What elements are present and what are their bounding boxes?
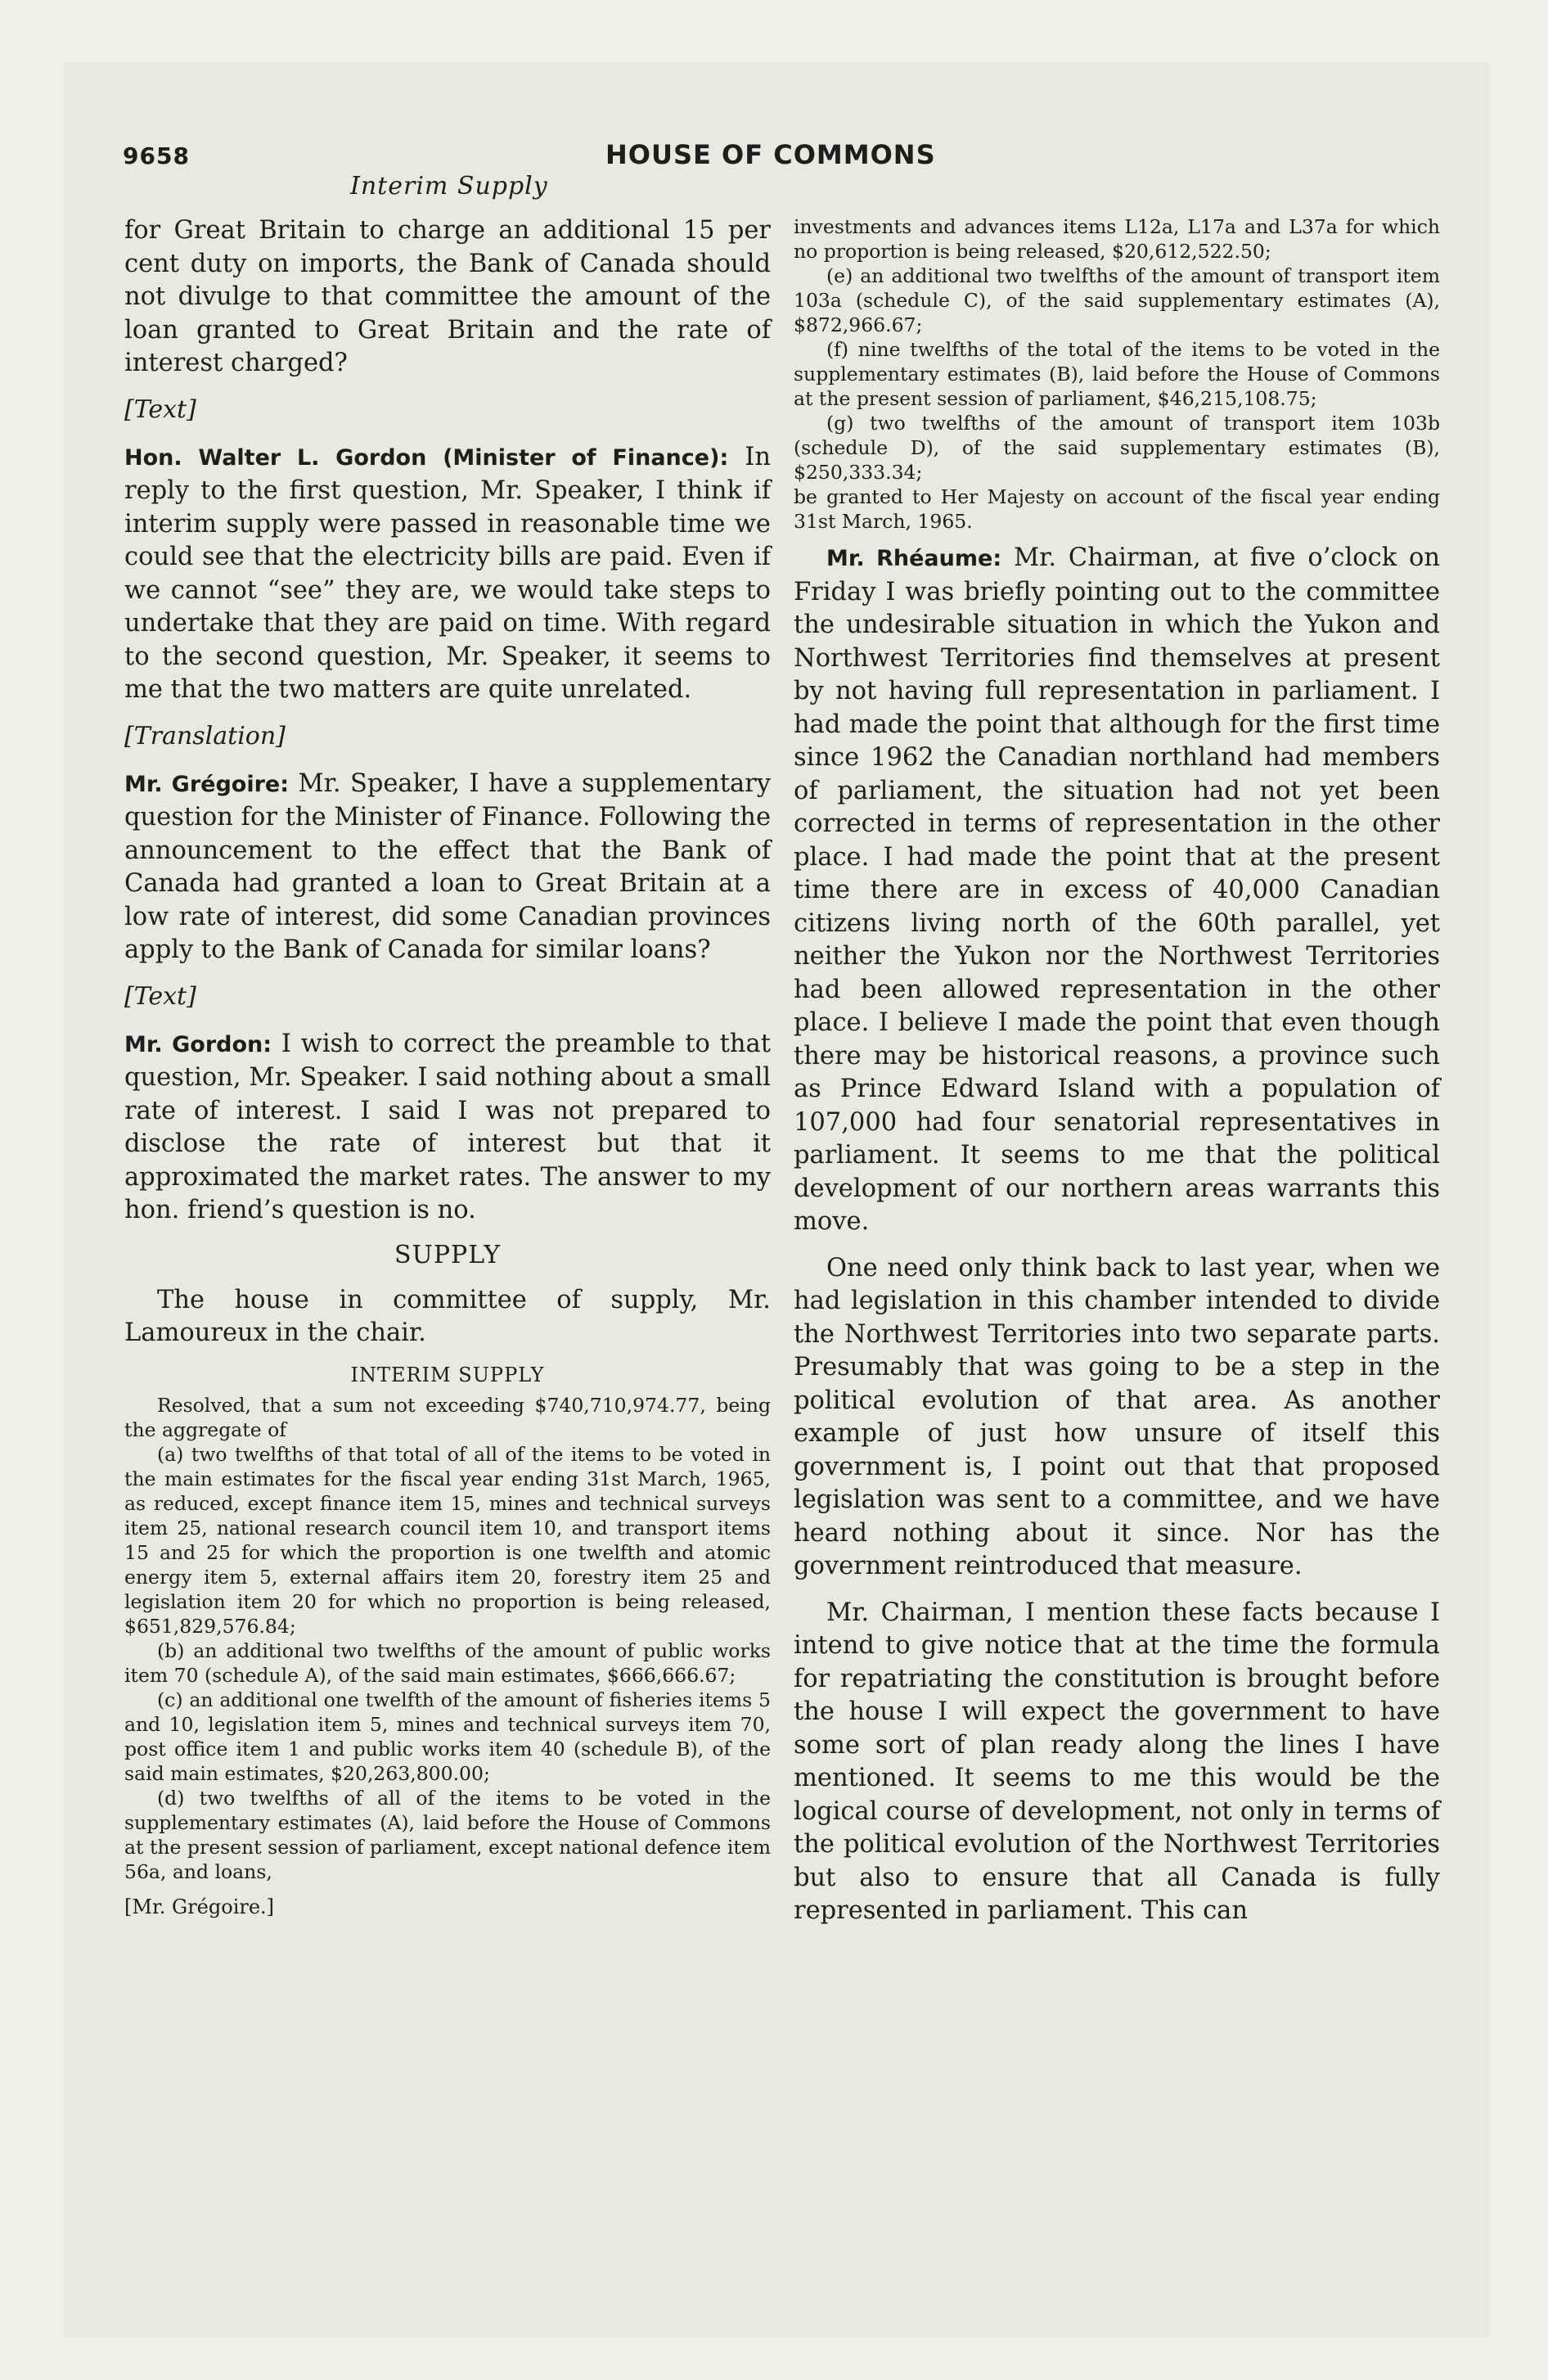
paragraph: The house in committee of supply, Mr. Lamoureux in the chair. [124,1285,771,1347]
resolution-item: (g) two twelfths of the amount of transport item 103b (schedule D), of the said supplementary estimates (B), $250,333.34; [794,412,1440,484]
language-marker: [Text] [124,394,196,424]
speaker-name: Hon. Walter L. Gordon (Minister of Finance): [124,444,729,471]
resolution-item: (a) two twelfths of that total of all of the items to be voted in the main estimates for the fiscal year ending 31st March, 1965, as reduced, except finance item 15, mines and technical surveys item 25, national research council item 10, and transport items 15 and 25 for which the proportion is one twelfth and atomic energy item 5, external affairs item 20, forestry item 25 and legislation item 20 for which no proportion is being released, $651,829,576.84; [124,1442,771,1638]
paragraph: Mr. Chairman, I mention these facts because I intend to give notice that at the time the formula for repatriating the constitution is brought before the house I will expect the government to have some sort of plan ready along the lines I have mentioned. It seems to me this would be the logical course of development, not only in terms of the political evolution of the Northwest Territories but also to ensure that all Canada is fully represented in parliament. This can [794,1598,1440,1925]
paragraph: for Great Britain to charge an additional 15 per cent duty on imports, the Bank of Canada should not divulge to that committee the amount of the loan granted to Great Britain and the rate of interest charged? [124,216,771,377]
resolution-item: (b) an additional two twelfths of the amount of public works item 70 (schedule A), of the said main estimates, $666,666.67; [124,1639,771,1687]
speech-text: I wish to correct the preamble to that question, Mr. Speaker. I said nothing about a small rate of interest. I said I was not prepared to disclose the rate of interest but that it approximated the market rates. The answer to my hon. friend’s question is no. [124,1029,771,1224]
paragraph: One need only think back to last year, when we had legislation in this chamber intended to divide the Northwest Territories into two separate parts. Presumably that was going to be a step in the political evolution of that area. As another example of just how unsure of itself this government is, I point out that that proposed legislation was sent to a committee, and we have heard nothing about it since. Nor has the government reintroduced that measure. [794,1253,1440,1580]
speaker-name: Mr. Gordon: [124,1031,272,1057]
speech-text: Mr. Speaker, I have a supplementary question for the Minister of Finance. Following the announcement to the effect that the Bank of Canada had granted a loan to Great Britain at a low rate of interest, did some Canadian provinces apply to the Bank of Canada for similar loans? [124,769,771,964]
resolution-item: (e) an additional two twelfths of the amount of transport item 103a (schedule C), of the said supplementary estimates (A), $872,966.67; [794,264,1440,336]
resolution-item: investments and advances items L12a, L17a and L37a for which no proportion is being released, $20,612,522.50; [794,215,1440,263]
resolution-paragraph: be granted to Her Majesty on account of the fiscal year ending 31st March, 1965. [794,485,1440,533]
left-column [124,214,771,1918]
speaker-attribution: [Mr. Grégoire.] [124,1895,275,1918]
subheading: INTERIM SUPPLY [350,1363,545,1386]
page-number: 9658 [123,142,190,169]
language-marker: [Text] [124,981,196,1011]
resolution-item: (d) two twelfths of all of the items to be voted in the supplementary estimates (A), laid before the House of Commons at the present session of parliament, except national defence item 56a, and loans, [124,1786,771,1883]
page-header [123,137,1420,178]
resolution-paragraph: Resolved, that a sum not exceeding $740,710,974.77, being the aggregate of [124,1393,771,1441]
running-head: Interim Supply [350,172,548,201]
speech-text: In reply to the first question, Mr. Speaker, I think if interim supply were passed in reasonable time we could see that the electricity bills are paid. Even if we cannot “see” they are, we would take steps to undertake that they are paid on time. With regard to the second question, Mr. Speaker, it seems to me that the two matters are quite unrelated. [124,442,771,704]
journal-title: HOUSE OF COMMONS [605,139,936,170]
speech-paragraph [794,542,1440,1239]
language-marker: [Translation] [124,721,286,751]
speech-text: Mr. Chairman, at five o’clock on Friday I was briefly pointing out to the committee the undesirable situation in which the Yukon and Northwest Territories find themselves at present by not having full representation in parliament. I had made the point that although for the first time since 1962 the Canadian northland had members of parliament, the situation had not yet been corrected in terms of representation in the other place. I had made the point that at the present time there are in excess of 40,000 Canadian citizens living north of the 60th parallel, yet neither the Yukon nor the Northwest Territories had been allowed representation in the other place. I believe I made the point that even though there may be historical reasons, a province such as Prince Edward Island with a population of 107,000 had four senatorial representatives in parliament. It seems to me that the political development of our northern areas warrants this move. [794,543,1441,1236]
speech-paragraph [124,441,771,707]
speaker-name: Mr. Grégoire: [124,771,290,797]
speech-paragraph [124,768,771,967]
resolution-item: (c) an additional one twelfth of the amount of fisheries items 5 and 10, legislation item 5, mines and technical surveys item 70, post office item 1 and public works item 40 (schedule B), of the said main estimates, $20,263,800.00; [124,1688,771,1785]
speech-paragraph [124,1028,771,1228]
section-heading: SUPPLY [394,1240,501,1269]
right-column [794,214,1440,1941]
speaker-name: Mr. Rhéaume: [826,546,1002,571]
resolution-item: (f) nine twelfths of the total of the items to be voted in the supplementary estimates (B), laid before the House of Commons at the present session of parliament, $46,215,108.75; [794,338,1440,410]
